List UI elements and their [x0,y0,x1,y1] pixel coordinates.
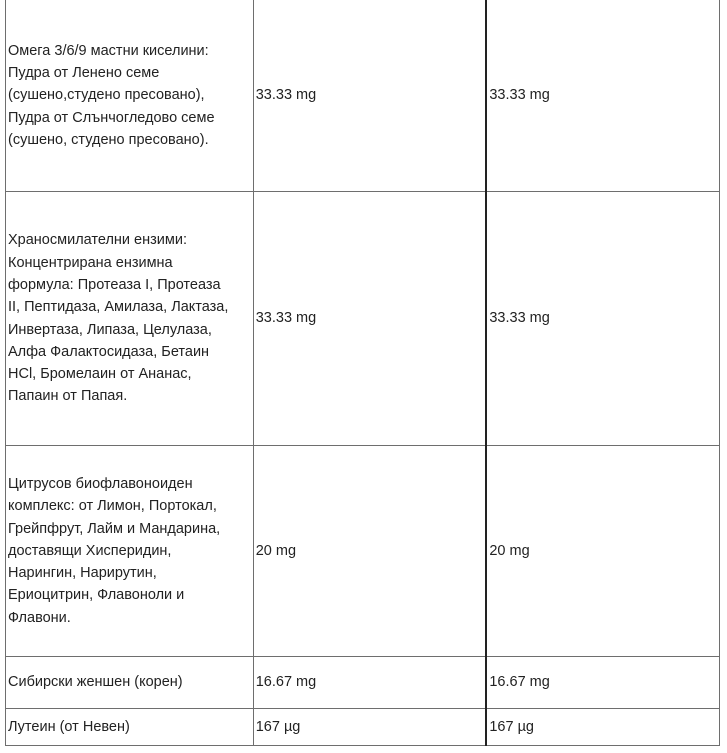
ingredient-name-cell [6,192,254,446]
ingredient-name-line: Пудра от Ленено семе [8,65,160,82]
ingredient-name-line: формула: Протеаза I, Протеаза [8,276,221,293]
amount-cell: 33.33 mg [486,192,719,446]
ingredient-name-line: (сушено, студено пресовано). [8,131,209,148]
amount-cell: 20 mg [486,446,719,657]
ingredient-name-cell [6,657,254,709]
ingredient-name-line: Храносмилателни ензими: [8,232,187,249]
amount-cell: 33.33 mg [253,0,486,192]
ingredient-name-line: Лутеин (от Невен) [8,718,130,735]
amount-cell: 16.67 mg [253,657,486,709]
amount-cell: 33.33 mg [486,0,719,192]
ingredient-name-line: Грейпфрут, Лайм и Мандарина, [8,520,221,537]
ingredient-name-line: Папаин от Папая. [8,388,128,405]
ingredient-name-line: доставящи Хисперидин, [8,542,172,559]
ingredient-name-cell [6,446,254,657]
ingredient-name-line: Концентрирана ензимна [8,254,173,271]
amount-cell: 167 µg [486,709,719,746]
ingredients-table-container [5,0,720,746]
amount-cell: 33.33 mg [253,192,486,446]
table-row [6,192,720,446]
ingredient-name-cell [6,0,254,192]
ingredient-name-line: Пудра от Слънчогледово семе [8,109,215,126]
ingredient-name-line: Алфа Фалактосидаза, Бетаин [8,343,210,360]
amount-cell: 16.67 mg [486,657,719,709]
ingredient-name-line: Ериоцитрин, Флавоноли и [8,587,185,604]
amount-cell: 167 µg [253,709,486,746]
table-row [6,446,720,657]
ingredient-name-line: Флавони. [8,609,71,626]
amount-cell: 20 mg [253,446,486,657]
table-row [6,709,720,746]
ingredient-name-line: Инвертаза, Липаза, Целулаза, [8,321,212,338]
ingredient-name-line: Сибирски женшен (корен) [8,674,183,691]
ingredient-name-line: комплекс: от Лимон, Портокал, [8,498,217,515]
ingredient-name-line: Цитрусов биофлавоноиден [8,475,193,492]
table-row [6,0,720,192]
table-row [6,657,720,709]
ingredient-name-line: Нарингин, Нарирутин, [8,565,157,582]
ingredient-name-line: II, Пептидаза, Амилаза, Лактаза, [8,299,229,316]
ingredients-table [5,0,720,746]
ingredient-name-line: Омега 3/6/9 мастни киселини: [8,42,209,59]
ingredient-name-line: HCl, Бромелаин от Ананас, [8,366,192,383]
ingredient-name-cell [6,709,254,746]
ingredient-name-line: (сушено,студено пресовано), [8,87,205,104]
